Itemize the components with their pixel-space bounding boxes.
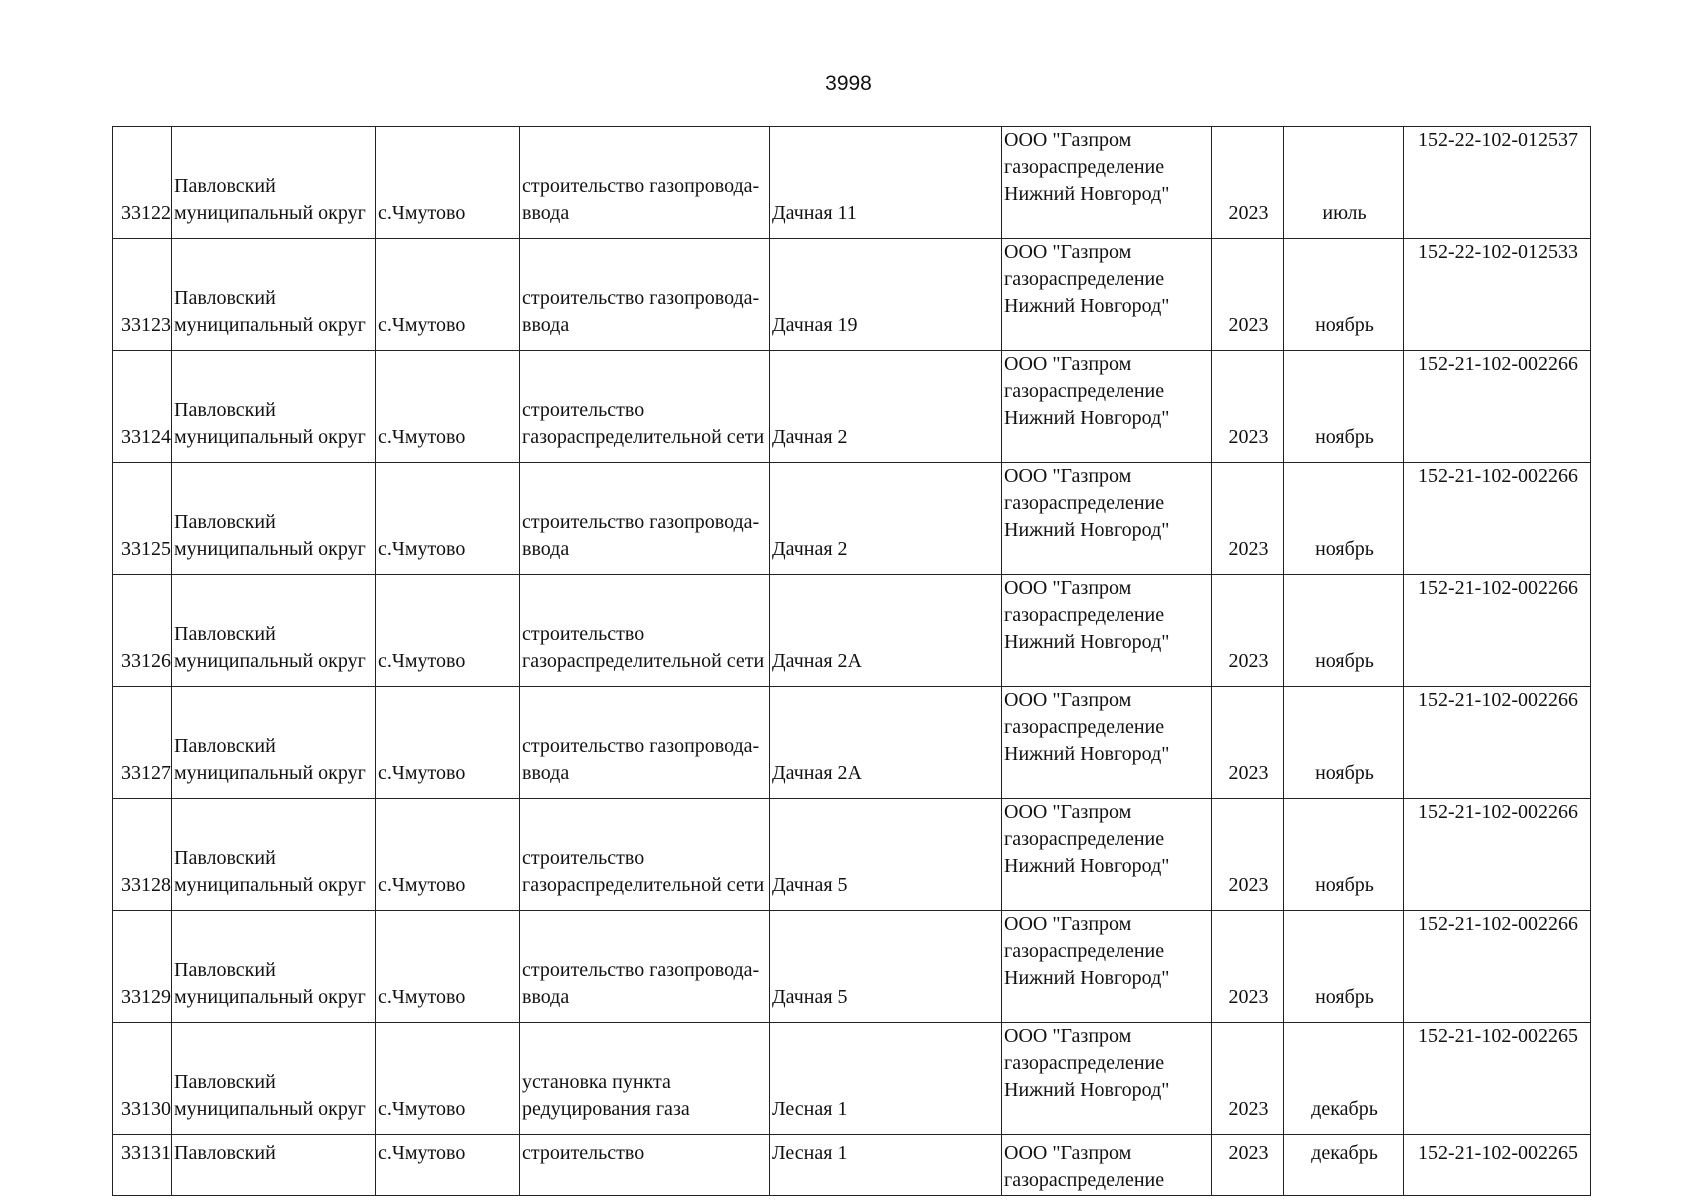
district-line-1: Павловский: [174, 1142, 276, 1164]
row-number-cell: [113, 1023, 172, 1135]
district-line-1: Павловский: [174, 735, 276, 757]
work-type-line-2: газораспределительной сети: [522, 874, 765, 896]
district-line-1: Павловский: [174, 287, 276, 309]
district-cell: [172, 127, 376, 239]
address-cell: [770, 911, 1002, 1023]
year: 2023: [1228, 202, 1269, 224]
settlement: с.Чмутово: [378, 314, 466, 336]
settlement-cell: [376, 799, 520, 911]
settlement: с.Чмутово: [378, 1098, 466, 1120]
registration-code: 152-21-102-002266: [1418, 801, 1578, 823]
work-type-cell: [520, 575, 770, 687]
year-cell: [1212, 575, 1284, 687]
work-type-cell: [520, 1135, 770, 1196]
address: Дачная 2А: [772, 650, 862, 672]
organization-line-2: газораспределение: [1004, 492, 1165, 514]
settlement: с.Чмутово: [378, 1142, 466, 1164]
address: Дачная 19: [772, 314, 858, 336]
organization-line-2: газораспределение: [1004, 268, 1165, 290]
code-cell: [1404, 1023, 1591, 1135]
work-type-cell: [520, 911, 770, 1023]
organization-cell: [1002, 127, 1212, 239]
work-type-line-1: строительство газопровода-: [522, 287, 760, 309]
district-line-2: муниципальный округ: [174, 426, 366, 448]
table-body: [113, 127, 1591, 1196]
organization-line-3: Нижний Новгород": [1004, 519, 1170, 541]
table-row: [113, 911, 1591, 1023]
address: Лесная 1: [772, 1142, 848, 1164]
district-cell: [172, 1023, 376, 1135]
district-line-2: муниципальный округ: [174, 874, 366, 896]
table-row: [113, 127, 1591, 239]
row-number: 33131: [121, 1142, 171, 1164]
organization-line-2: газораспределение: [1004, 380, 1165, 402]
organization-line-2: газораспределение: [1004, 940, 1165, 962]
month-cell: [1284, 1135, 1404, 1196]
work-type-line-2: ввода: [522, 202, 570, 224]
organization-line-1: ООО "Газпром: [1004, 1142, 1132, 1164]
district-line-1: Павловский: [174, 1071, 276, 1093]
registration-code: 152-21-102-002266: [1418, 465, 1578, 487]
settlement-cell: [376, 575, 520, 687]
settlement-cell: [376, 687, 520, 799]
month: ноябрь: [1315, 426, 1374, 448]
settlement-cell: [376, 351, 520, 463]
settlement: с.Чмутово: [378, 986, 466, 1008]
work-type-line-2: ввода: [522, 314, 570, 336]
work-type-cell: [520, 463, 770, 575]
organization-cell: [1002, 463, 1212, 575]
district-cell: [172, 1135, 376, 1196]
district-line-2: муниципальный округ: [174, 538, 366, 560]
district-line-1: Павловский: [174, 399, 276, 421]
month-cell: [1284, 239, 1404, 351]
row-number: 33125: [121, 538, 171, 560]
organization-cell: [1002, 687, 1212, 799]
work-type-line-2: редуцирования газа: [522, 1098, 690, 1120]
month: июль: [1322, 202, 1367, 224]
settlement: с.Чмутово: [378, 538, 466, 560]
row-number-cell: [113, 351, 172, 463]
month: ноябрь: [1315, 314, 1374, 336]
organization-line-3: Нижний Новгород": [1004, 407, 1170, 429]
settlement-cell: [376, 127, 520, 239]
organization-line-1: ООО "Газпром: [1004, 1025, 1132, 1047]
row-number-cell: [113, 1135, 172, 1196]
district-line-1: Павловский: [174, 623, 276, 645]
organization-line-3: Нижний Новгород": [1004, 295, 1170, 317]
registration-code: 152-22-102-012533: [1418, 241, 1578, 263]
month-cell: [1284, 911, 1404, 1023]
row-number: 33123: [121, 314, 171, 336]
month: ноябрь: [1315, 874, 1374, 896]
settlement: с.Чмутово: [378, 650, 466, 672]
row-number: 33129: [121, 986, 171, 1008]
district-line-1: Павловский: [174, 847, 276, 869]
row-number: 33122: [121, 202, 171, 224]
organization-line-3: Нижний Новгород": [1004, 183, 1170, 205]
row-number-cell: [113, 687, 172, 799]
year-cell: [1212, 687, 1284, 799]
row-number-cell: [113, 911, 172, 1023]
year-cell: [1212, 127, 1284, 239]
work-type-line-1: строительство газопровода-: [522, 735, 760, 757]
code-cell: [1404, 463, 1591, 575]
address-cell: [770, 127, 1002, 239]
month-cell: [1284, 575, 1404, 687]
organization-cell: [1002, 1023, 1212, 1135]
code-cell: [1404, 799, 1591, 911]
year: 2023: [1228, 1098, 1269, 1120]
work-type-cell: [520, 127, 770, 239]
work-type-cell: [520, 239, 770, 351]
organization-line-3: Нижний Новгород": [1004, 855, 1170, 877]
settlement-cell: [376, 463, 520, 575]
month-cell: [1284, 351, 1404, 463]
month: ноябрь: [1315, 650, 1374, 672]
year-cell: [1212, 911, 1284, 1023]
address-cell: [770, 575, 1002, 687]
organization-line-2: газораспределение: [1004, 716, 1165, 738]
organization-line-3: Нижний Новгород": [1004, 1079, 1170, 1101]
year: 2023: [1228, 650, 1269, 672]
table-row: [113, 463, 1591, 575]
work-type-line-2: ввода: [522, 762, 570, 784]
district-line-1: Павловский: [174, 511, 276, 533]
organization-line-1: ООО "Газпром: [1004, 577, 1132, 599]
settlement: с.Чмутово: [378, 426, 466, 448]
registration-code: 152-21-102-002266: [1418, 913, 1578, 935]
district-cell: [172, 687, 376, 799]
organization-line-1: ООО "Газпром: [1004, 801, 1132, 823]
organization-line-2: газораспределение: [1004, 156, 1165, 178]
registration-code: 152-22-102-012537: [1418, 129, 1578, 151]
registration-code: 152-21-102-002266: [1418, 689, 1578, 711]
year-cell: [1212, 1135, 1284, 1196]
settlement-cell: [376, 911, 520, 1023]
code-cell: [1404, 575, 1591, 687]
address: Дачная 5: [772, 874, 848, 896]
address: Дачная 5: [772, 986, 848, 1008]
address-cell: [770, 1023, 1002, 1135]
code-cell: [1404, 1135, 1591, 1196]
year-cell: [1212, 799, 1284, 911]
address-cell: [770, 351, 1002, 463]
address-cell: [770, 239, 1002, 351]
district-line-2: муниципальный округ: [174, 314, 366, 336]
year: 2023: [1228, 538, 1269, 560]
year: 2023: [1228, 426, 1269, 448]
district-line-2: муниципальный округ: [174, 762, 366, 784]
year-cell: [1212, 1023, 1284, 1135]
row-number: 33130: [121, 1098, 171, 1120]
month-cell: [1284, 799, 1404, 911]
work-type-line-1: установка пункта: [522, 1071, 671, 1093]
table-row: [113, 799, 1591, 911]
address-cell: [770, 687, 1002, 799]
organization-cell: [1002, 351, 1212, 463]
code-cell: [1404, 687, 1591, 799]
address: Дачная 11: [772, 202, 857, 224]
registry-table: [112, 126, 1591, 1196]
month: ноябрь: [1315, 762, 1374, 784]
organization-line-3: Нижний Новгород": [1004, 967, 1170, 989]
table-row: [113, 239, 1591, 351]
address: Дачная 2: [772, 426, 848, 448]
work-type-line-2: ввода: [522, 986, 570, 1008]
settlement-cell: [376, 1023, 520, 1135]
registration-code: 152-21-102-002266: [1418, 577, 1578, 599]
work-type-line-1: строительство: [522, 623, 645, 645]
row-number: 33126: [121, 650, 171, 672]
work-type-line-1: строительство: [522, 847, 645, 869]
work-type-line-2: газораспределительной сети: [522, 426, 765, 448]
address: Лесная 1: [772, 1098, 848, 1120]
district-line-1: Павловский: [174, 959, 276, 981]
organization-cell: [1002, 239, 1212, 351]
district-cell: [172, 575, 376, 687]
table-row: [113, 687, 1591, 799]
table-row: [113, 351, 1591, 463]
organization-line-1: ООО "Газпром: [1004, 129, 1132, 151]
registration-code: 152-21-102-002265: [1418, 1142, 1578, 1164]
year: 2023: [1228, 314, 1269, 336]
row-number-cell: [113, 463, 172, 575]
year-cell: [1212, 239, 1284, 351]
organization-line-2: газораспределение: [1004, 828, 1165, 850]
organization-cell: [1002, 911, 1212, 1023]
organization-cell: [1002, 1135, 1212, 1196]
work-type-line-2: ввода: [522, 538, 570, 560]
settlement: с.Чмутово: [378, 874, 466, 896]
work-type-line-2: газораспределительной сети: [522, 650, 765, 672]
work-type-cell: [520, 351, 770, 463]
organization-cell: [1002, 575, 1212, 687]
month: декабрь: [1311, 1142, 1378, 1164]
month-cell: [1284, 127, 1404, 239]
district-cell: [172, 911, 376, 1023]
work-type-cell: [520, 687, 770, 799]
work-type-cell: [520, 799, 770, 911]
district-line-2: муниципальный округ: [174, 1098, 366, 1120]
month-cell: [1284, 1023, 1404, 1135]
district-line-2: муниципальный округ: [174, 202, 366, 224]
row-number-cell: [113, 575, 172, 687]
district-cell: [172, 463, 376, 575]
district-line-1: Павловский: [174, 175, 276, 197]
row-number: 33127: [121, 762, 171, 784]
work-type-line-1: строительство: [522, 1142, 645, 1164]
year: 2023: [1228, 874, 1269, 896]
settlement-cell: [376, 1135, 520, 1196]
table-row-partial: [113, 1135, 1591, 1196]
year: 2023: [1228, 762, 1269, 784]
organization-line-1: ООО "Газпром: [1004, 689, 1132, 711]
code-cell: [1404, 127, 1591, 239]
address-cell: [770, 799, 1002, 911]
row-number-cell: [113, 239, 172, 351]
code-cell: [1404, 911, 1591, 1023]
month: ноябрь: [1315, 538, 1374, 560]
work-type-cell: [520, 1023, 770, 1135]
district-line-2: муниципальный округ: [174, 650, 366, 672]
settlement: с.Чмутово: [378, 762, 466, 784]
row-number: 33128: [121, 874, 171, 896]
address-cell: [770, 463, 1002, 575]
month: ноябрь: [1315, 986, 1374, 1008]
row-number-cell: [113, 127, 172, 239]
organization-line-2: газораспределение: [1004, 604, 1165, 626]
district-cell: [172, 239, 376, 351]
year: 2023: [1228, 1142, 1269, 1164]
organization-line-3: Нижний Новгород": [1004, 743, 1170, 765]
organization-cell: [1002, 799, 1212, 911]
code-cell: [1404, 239, 1591, 351]
code-cell: [1404, 351, 1591, 463]
month: декабрь: [1311, 1098, 1378, 1120]
settlement: с.Чмутово: [378, 202, 466, 224]
organization-line-1: ООО "Газпром: [1004, 913, 1132, 935]
work-type-line-1: строительство газопровода-: [522, 511, 760, 533]
row-number-cell: [113, 799, 172, 911]
page-number: 3998: [825, 72, 872, 95]
registry-table-container: [112, 126, 1590, 1191]
organization-line-1: ООО "Газпром: [1004, 241, 1132, 263]
work-type-line-1: строительство газопровода-: [522, 959, 760, 981]
address-cell: [770, 1135, 1002, 1196]
year-cell: [1212, 463, 1284, 575]
table-row: [113, 575, 1591, 687]
registration-code: 152-21-102-002266: [1418, 353, 1578, 375]
organization-line-3: Нижний Новгород": [1004, 631, 1170, 653]
work-type-line-1: строительство газопровода-: [522, 175, 760, 197]
organization-line-2: газораспределение: [1004, 1052, 1165, 1074]
address: Дачная 2: [772, 538, 848, 560]
district-cell: [172, 799, 376, 911]
row-number: 33124: [121, 426, 171, 448]
district-line-2: муниципальный округ: [174, 986, 366, 1008]
organization-line-1: ООО "Газпром: [1004, 465, 1132, 487]
table-row: [113, 1023, 1591, 1135]
organization-line-2: газораспределение: [1004, 1169, 1165, 1191]
district-cell: [172, 351, 376, 463]
year: 2023: [1228, 986, 1269, 1008]
work-type-line-1: строительство: [522, 399, 645, 421]
settlement-cell: [376, 239, 520, 351]
year-cell: [1212, 351, 1284, 463]
month-cell: [1284, 463, 1404, 575]
month-cell: [1284, 687, 1404, 799]
organization-line-1: ООО "Газпром: [1004, 353, 1132, 375]
registration-code: 152-21-102-002265: [1418, 1025, 1578, 1047]
address: Дачная 2А: [772, 762, 862, 784]
